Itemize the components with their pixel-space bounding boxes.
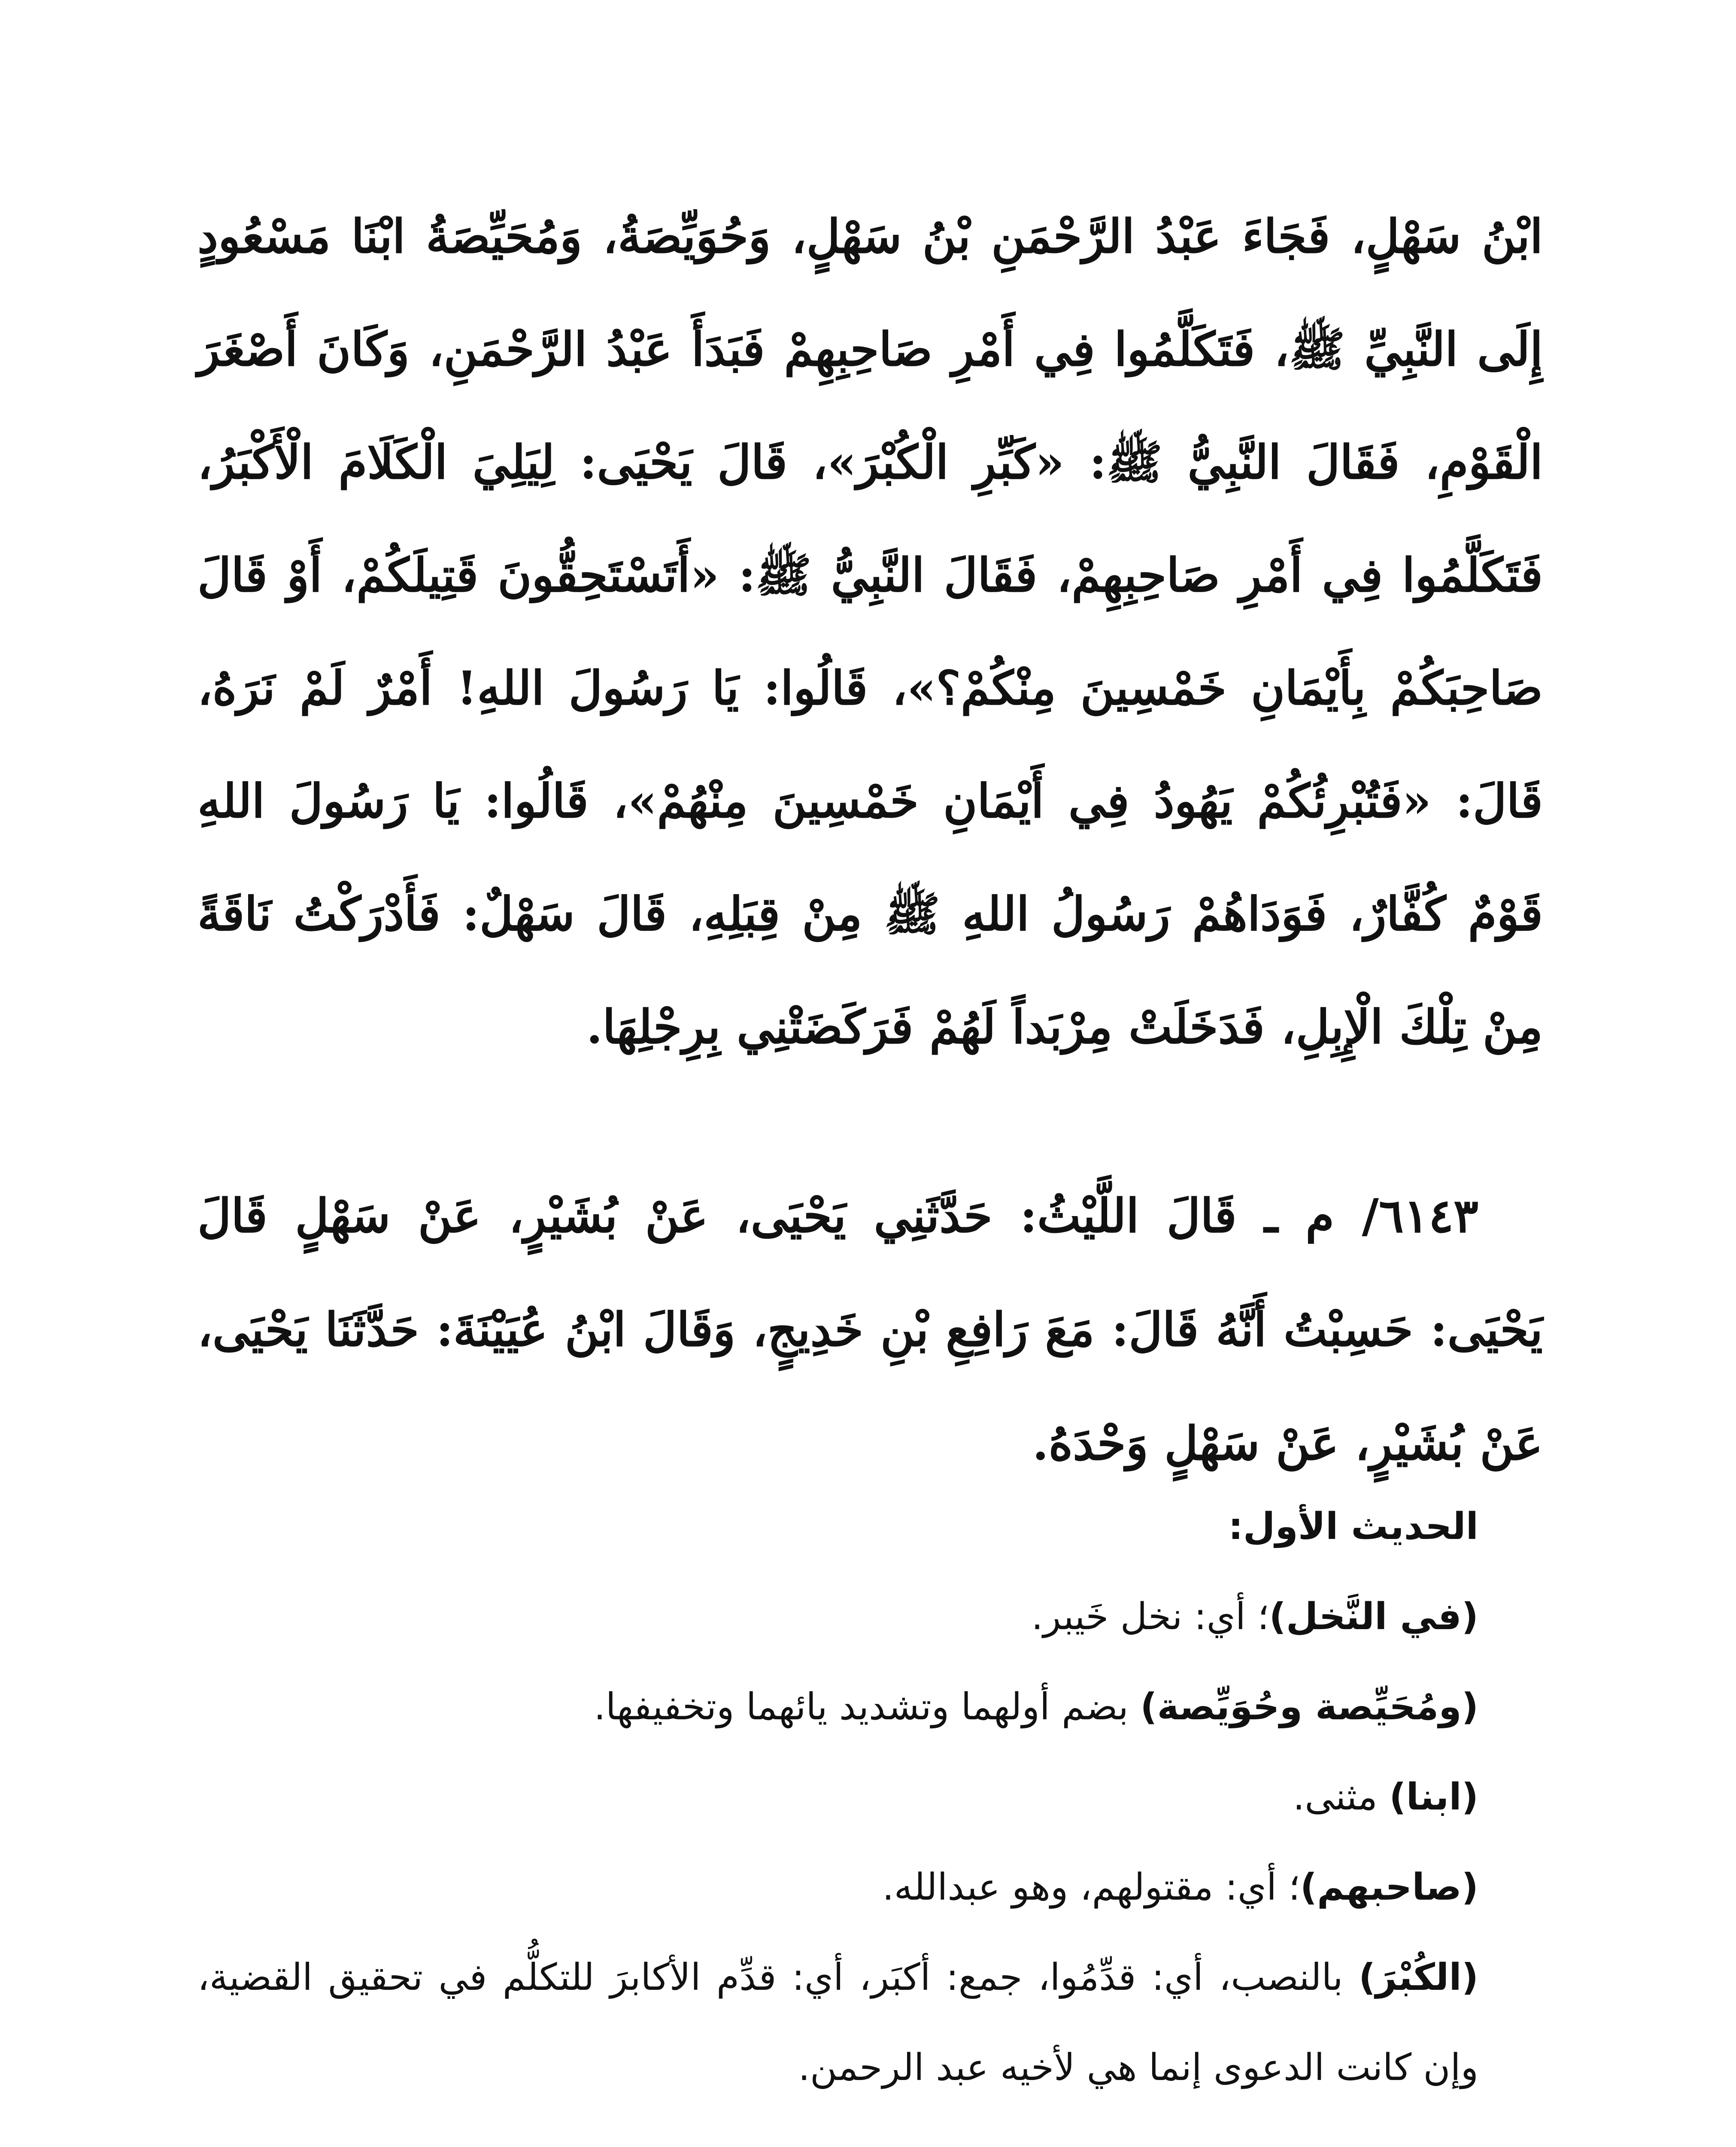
note-term: (الكُبْرَ) bbox=[1359, 1956, 1478, 1999]
commentary-heading: الحديث الأول: bbox=[1228, 1505, 1478, 1548]
hadith-main-paragraph: ابْنُ سَهْلٍ، فَجَاءَ عَبْدُ الرَّحْمَنِ بْنُ سَهْلٍ، وَحُوَيِّصَةُ، وَمُحَيِّصَةُ ابْنَا مَسْعُودٍ إِلَى النَّبِيِّ ﷺ، فَتَكَلَّمُوا فِي أَمْرِ صَاحِبِهِمْ فَبَدَأَ عَبْدُ الرَّحْمَنِ، وَكَانَ أَصْغَرَ الْقَوْمِ، فَقَالَ النَّبِيُّ ﷺ: «كَبِّرِ الْكُبْرَ»، قَالَ يَحْيَى: لِيَلِيَ الْكَلَامَ الْأَكْبَرُ، فَتَكَلَّمُوا فِي أَمْرِ صَاحِبِهِمْ، فَقَالَ النَّبِيُّ ﷺ: «أَتَسْتَحِقُّونَ قَتِيلَكُمْ، أَوْ قَالَ صَاحِبَكُمْ بِأَيْمَانِ خَمْسِينَ مِنْكُمْ؟»، قَالُوا: يَا رَسُولَ اللهِ! أَمْرٌ لَمْ نَرَهُ، قَالَ: «فَتُبْرِئُكُمْ يَهُودُ فِي أَيْمَانِ خَمْسِينَ مِنْهُمْ»، قَالُوا: يَا رَسُولَ اللهِ قَوْمٌ كُفَّارٌ، فَوَدَاهُمْ رَسُولُ اللهِ ﷺ مِنْ قِبَلِهِ، قَالَ سَهْلٌ: فَأَدْرَكْتُ نَاقَةً مِنْ تِلْكَ الْإِبِلِ، فَدَخَلَتْ مِرْبَداً لَهُمْ فَرَكَضَتْنِي بِرِجْلِهَا. bbox=[197, 210, 1543, 1054]
note-term: (ابنا) bbox=[1389, 1776, 1478, 1819]
hadith-second-text-block bbox=[197, 1159, 1543, 1501]
commentary-block bbox=[197, 1481, 1543, 2113]
note-text: مثنى. bbox=[1293, 1776, 1390, 1819]
commentary-note-long bbox=[197, 1932, 1543, 2113]
note-term: (صاحبهم) bbox=[1300, 1866, 1478, 1909]
note-text: بالنصب، أي: قدِّمُوا، جمع: أكبَر، أي: قدِّم الأكابرَ للتكلُّم في تحقيق القضية، وإن كانت الدعوى إنما هي لأخيه عبد الرحمن. bbox=[197, 1956, 1478, 2089]
note-text: بضم أولهما وتشديد يائهما وتخفيفها. bbox=[594, 1685, 1141, 1728]
commentary-note bbox=[197, 1842, 1543, 1932]
commentary-note bbox=[197, 1752, 1543, 1842]
commentary-note bbox=[197, 1572, 1543, 1662]
commentary-note bbox=[197, 1662, 1543, 1752]
hadith-second-paragraph: ٦١٤٣/ م ـ قَالَ اللَّيْثُ: حَدَّثَنِي يَحْيَى، عَنْ بُشَيْرٍ، عَنْ سَهْلٍ قَالَ يَحْيَى: حَسِبْتُ أَنَّهُ قَالَ: مَعَ رَافِعِ بْنِ خَدِيجٍ، وَقَالَ ابْنُ عُيَيْنَةَ: حَدَّثَنَا يَحْيَى، عَنْ بُشَيْرٍ، عَنْ سَهْلٍ وَحْدَهُ. bbox=[197, 1189, 1543, 1471]
note-text: ؛ أي: مقتولهم، وهو عبدالله. bbox=[882, 1866, 1300, 1909]
note-term: (ومُحَيِّصة وحُوَيِّصة) bbox=[1140, 1685, 1478, 1728]
note-term: (في النَّخل) bbox=[1269, 1595, 1478, 1638]
hadith-main-text-block bbox=[197, 180, 1543, 1084]
note-text: ؛ أي: نخل خَيبر. bbox=[1031, 1595, 1269, 1638]
